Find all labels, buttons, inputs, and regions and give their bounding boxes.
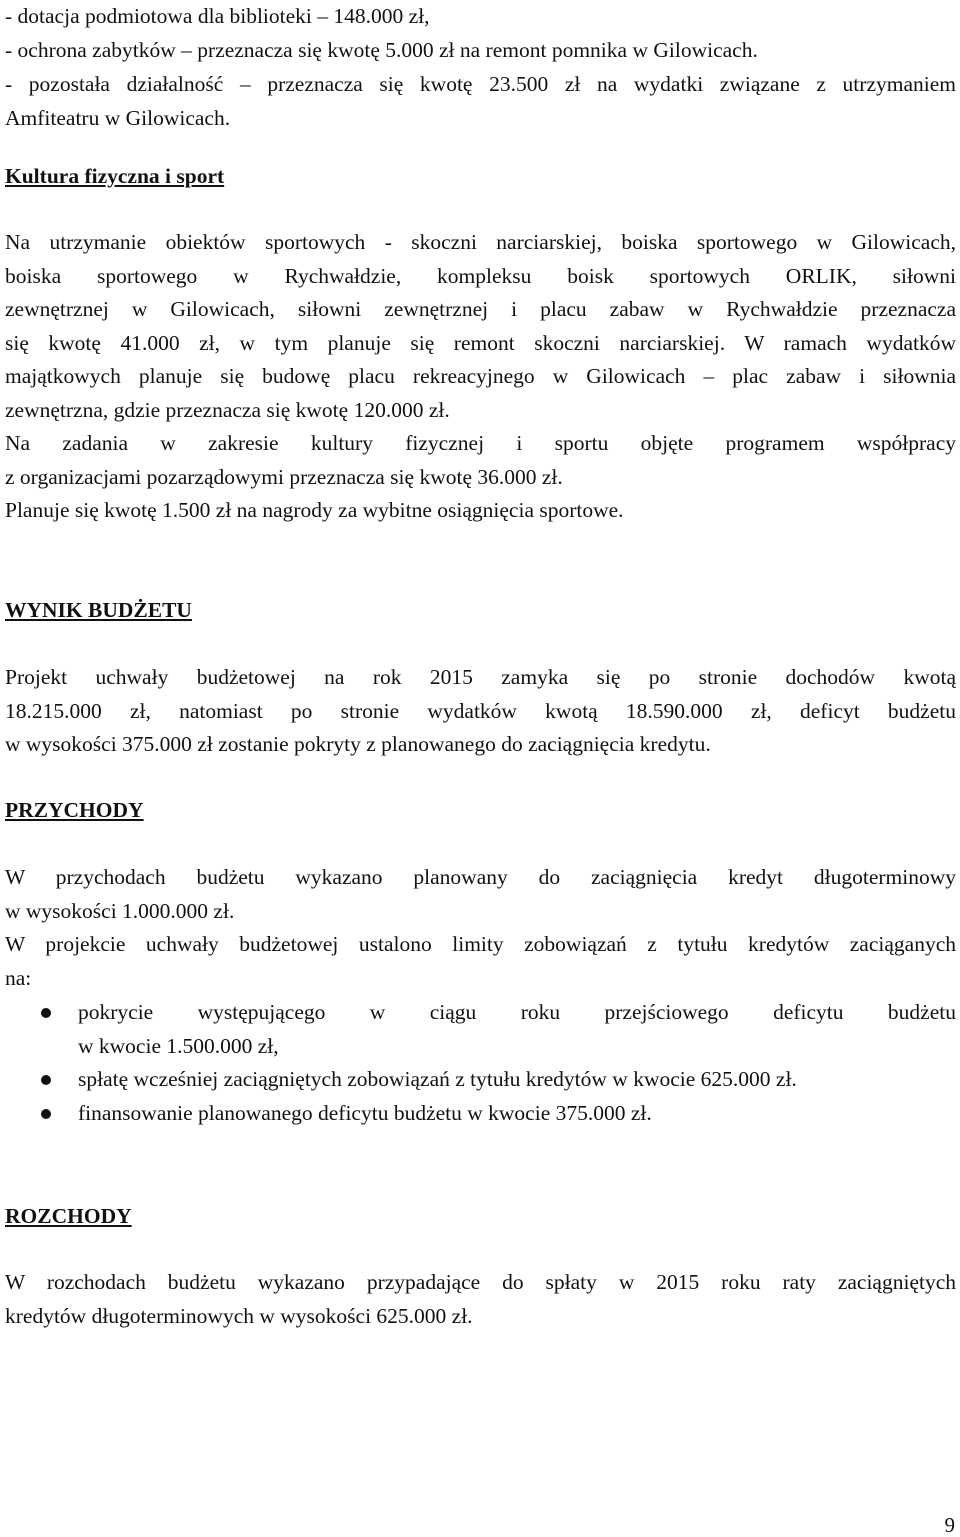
przychody-line-2: w wysokości 1.000.000 zł.	[5, 898, 235, 923]
bullet-3-line-1: finansowanie planowanego deficytu budżetu w kwocie 375.000 zł.	[78, 1100, 652, 1125]
sport-line-1: Na utrzymanie obiektów sportowych - skoczni narciarskiej, boiska sportowego w Gilowicach,	[5, 230, 956, 254]
rozchody-heading: ROZCHODY	[5, 1204, 132, 1228]
przychody-section	[5, 861, 956, 995]
sport-line-2: boiska sportowego w Rychwałdzie, kompleksu boisk sportowych ORLIK, siłowni	[5, 263, 956, 288]
intro-line-3: - pozostała działalność – przeznacza się kwotę 23.500 zł na wydatki związane z utrzymaniem	[5, 72, 956, 96]
bullet-icon	[41, 1109, 51, 1119]
przychody-bullet-list	[5, 996, 956, 1130]
intro-line-2: - ochrona zabytków – przeznacza się kwotę 5.000 zł na remont pomnika w Gilowicach.	[5, 38, 758, 62]
intro-block	[5, 0, 956, 135]
bullet-1-line-1: pokrycie występującego w ciągu roku przejściowego deficytu budżetu	[78, 1000, 956, 1024]
przychody-heading: PRZYCHODY	[5, 798, 144, 822]
bullet-2-line-1: spłatę wcześniej zaciągniętych zobowiązań z tytułu kredytów w kwocie 625.000 zł.	[78, 1067, 797, 1091]
przychody-line-4: na:	[5, 965, 32, 990]
wynik-line-3: w wysokości 375.000 zł zostanie pokryty z planowanego do zaciągnięcia kredytu.	[5, 732, 711, 756]
rozchody-line-2: kredytów długoterminowych w wysokości 625.000 zł.	[5, 1303, 473, 1328]
sport-line-8: z organizacjami pozarządowymi przeznacza się kwotę 36.000 zł.	[5, 464, 563, 489]
wynik-section	[5, 661, 956, 762]
page-number: 9	[944, 1513, 955, 1537]
rozchody-line-1: W rozchodach budżetu wykazano przypadające do spłaty w 2015 roku raty zaciągniętych	[5, 1270, 956, 1294]
list-item	[5, 1097, 956, 1131]
sport-heading: Kultura fizyczna i sport	[5, 164, 225, 188]
intro-line-1: - dotacja podmiotowa dla biblioteki – 148.000 zł,	[5, 4, 430, 28]
rozchody-section	[5, 1266, 956, 1333]
sport-line-9: Planuje się kwotę 1.500 zł na nagrody za wybitne osiągnięcia sportowe.	[5, 498, 624, 522]
wynik-line-1: Projekt uchwały budżetowej na rok 2015 zamyka się po stronie dochodów kwotą	[5, 665, 956, 689]
wynik-line-2: 18.215.000 zł, natomiast po stronie wydatków kwotą 18.590.000 zł, deficyt budżetu	[5, 698, 956, 723]
bullet-1-line-2: w kwocie 1.500.000 zł,	[78, 1033, 279, 1058]
intro-line-4: Amfiteatru w Gilowicach.	[5, 106, 231, 130]
sport-line-6: zewnętrzna, gdzie przeznacza się kwotę 120.000 zł.	[5, 397, 450, 422]
list-item	[5, 1063, 956, 1097]
bullet-icon	[41, 1008, 51, 1018]
bullet-icon	[41, 1075, 51, 1085]
sport-line-7: Na zadania w zakresie kultury fizycznej i sportu objęte programem współpracy	[5, 431, 956, 455]
wynik-heading: WYNIK BUDŻETU	[5, 598, 192, 622]
przychody-line-3: W projekcie uchwały budżetowej ustalono limity zobowiązań z tytułu kredytów zaciąganych	[5, 932, 956, 956]
list-item	[5, 996, 956, 1063]
sport-line-4: się kwotę 41.000 zł, w tym planuje się remont skoczni narciarskiej. W ramach wydatków	[5, 330, 956, 355]
sport-line-5: majątkowych planuje się budowę placu rekreacyjnego w Gilowicach – plac zabaw i siłownia	[5, 364, 956, 388]
sport-section	[5, 226, 956, 528]
przychody-line-1: W przychodach budżetu wykazano planowany do zaciągnięcia kredyt długoterminowy	[5, 865, 956, 889]
sport-line-3: zewnętrznej w Gilowicach, siłowni zewnętrznej i placu zabaw w Rychwałdzie przeznacza	[5, 297, 956, 321]
